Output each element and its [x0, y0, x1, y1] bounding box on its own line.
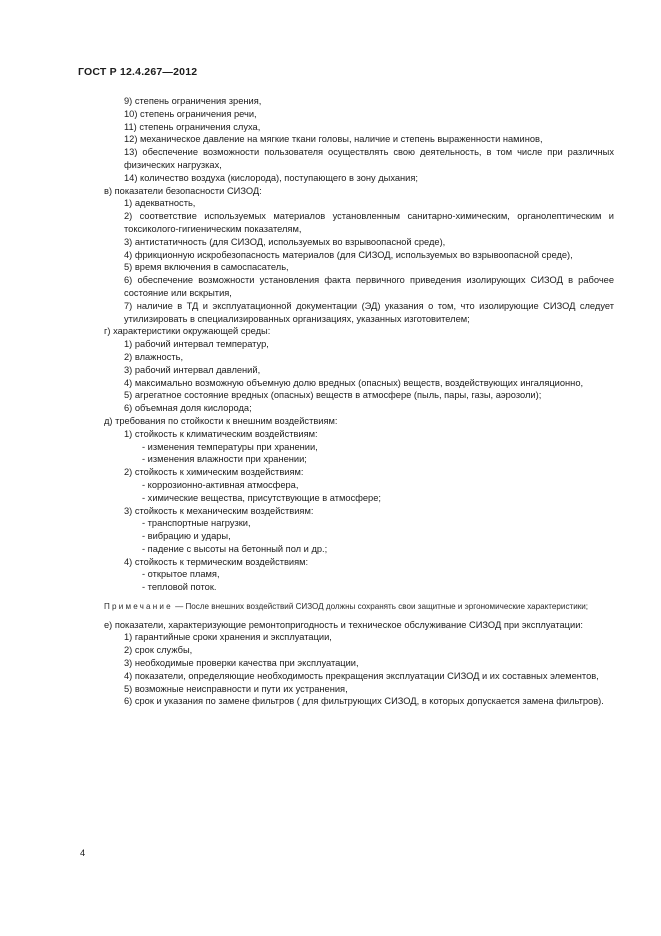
- list-item: 13) обеспечение возможности пользователя осуществлять свою деятельность, в том числе при различных физических нагрузках,: [124, 147, 614, 170]
- list-item: 4) показатели, определяющие необходимость прекращения эксплуатации СИЗОД и их составных элементов,: [124, 670, 599, 681]
- list-item: 1) рабочий интервал температур,: [124, 339, 269, 350]
- note: [82, 601, 614, 613]
- list-item: 4) фрикционную искробезопасность материалов (для СИЗОД, используемых во взрывоопасной среде),: [124, 249, 573, 260]
- note-label: Примечание: [104, 602, 173, 612]
- list-item: 1) гарантийные сроки хранения и эксплуатации,: [124, 632, 332, 643]
- list-item: 3) рабочий интервал давлений,: [124, 364, 261, 375]
- list-item: 7) наличие в ТД и эксплуатационной документации (ЭД) указания о том, что изолирующие СИЗОД следует утилизировать в специализированных организациях, указанных изготовителем;: [124, 300, 614, 324]
- sub-heading: 3) стойкость к механическим воздействиям:: [124, 505, 314, 516]
- list-item: 9) степень ограничения зрения,: [124, 96, 262, 106]
- section-heading: г) характеристики окружающей среды:: [104, 326, 271, 337]
- list-item: 3) антистатичность (для СИЗОД, используемых во взрывоопасной среде),: [124, 236, 446, 247]
- list-item: 5) возможные неисправности и пути их устранения,: [124, 683, 348, 694]
- dash-item: - коррозионно-активная атмосфера,: [142, 479, 299, 490]
- list-item: 6) срок и указания по замене фильтров ( для фильтрующих СИЗОД, в которых допускается замена фильтров).: [124, 696, 604, 707]
- list-item: 11) степень ограничения слуха,: [124, 121, 261, 132]
- sub-heading: 4) стойкость к термическим воздействиям:: [124, 556, 309, 567]
- list-item: 2) соответствие используемых материалов установленным санитарно-химическим, органолептическим и токсиколого-гигиеническим показателям,: [124, 211, 614, 234]
- sub-heading: 2) стойкость к химическим воздействиям:: [124, 467, 304, 478]
- list-item: 2) срок службы,: [124, 645, 193, 656]
- dash-item: - изменения влажности при хранении;: [142, 454, 307, 465]
- list-item: 10) степень ограничения речи,: [124, 108, 257, 119]
- dash-item: - тепловой поток.: [142, 582, 217, 593]
- list-item: 5) агрегатное состояние вредных (опасных) веществ в атмосфере (пыль, пары, газы, аэрозоли);: [124, 390, 542, 401]
- dash-item: - вибрацию и удары,: [142, 531, 231, 542]
- list-item: 4) максимально возможную объемную долю вредных (опасных) веществ, воздействующих ингаляционно,: [124, 377, 584, 388]
- dash-item: - транспортные нагрузки,: [142, 518, 251, 529]
- page-number: 4: [80, 848, 86, 858]
- list-item: 12) механическое давление на мягкие ткани головы, наличие и степень выраженности наминов,: [124, 134, 543, 145]
- dash-item: - химические вещества, присутствующие в атмосфере;: [142, 492, 381, 503]
- dash-item: - открытое пламя,: [142, 569, 220, 580]
- dash-item: - падение с высоты на бетонный пол и др.;: [142, 543, 328, 554]
- note-text: — После внешних воздействий СИЗОД должны сохранять свои защитные и эргономические характеристики;: [175, 602, 589, 612]
- section-heading: д) требования по стойкости к внешним воздействиям:: [104, 415, 338, 426]
- list-item: 3) необходимые проверки качества при эксплуатации,: [124, 657, 359, 668]
- section-heading: в) показатели безопасности СИЗОД:: [104, 185, 262, 196]
- document-code: ГОСТ Р 12.4.267—2012: [78, 66, 198, 78]
- list-item: 1) адекватность,: [124, 198, 196, 209]
- sub-heading: 1) стойкость к климатическим воздействиям:: [124, 428, 318, 439]
- list-item: 6) объемная доля кислорода;: [124, 403, 252, 414]
- list-item: 5) время включения в самоспасатель,: [124, 262, 289, 273]
- section-heading: е) показатели, характеризующие ремонтопригодность и техническое обслуживание СИЗОД при эксплуатации:: [104, 619, 583, 630]
- list-item: 2) влажность,: [124, 351, 184, 362]
- page-body: [82, 95, 614, 708]
- list-item: 6) обеспечение возможности установления факта первичного приведения изолирующих СИЗОД в рабочее состояние или вскрытия,: [124, 275, 614, 298]
- list-item: 14) количество воздуха (кислорода), поступающего в зону дыхания;: [124, 172, 418, 183]
- dash-item: - изменения температуры при хранении,: [142, 441, 318, 452]
